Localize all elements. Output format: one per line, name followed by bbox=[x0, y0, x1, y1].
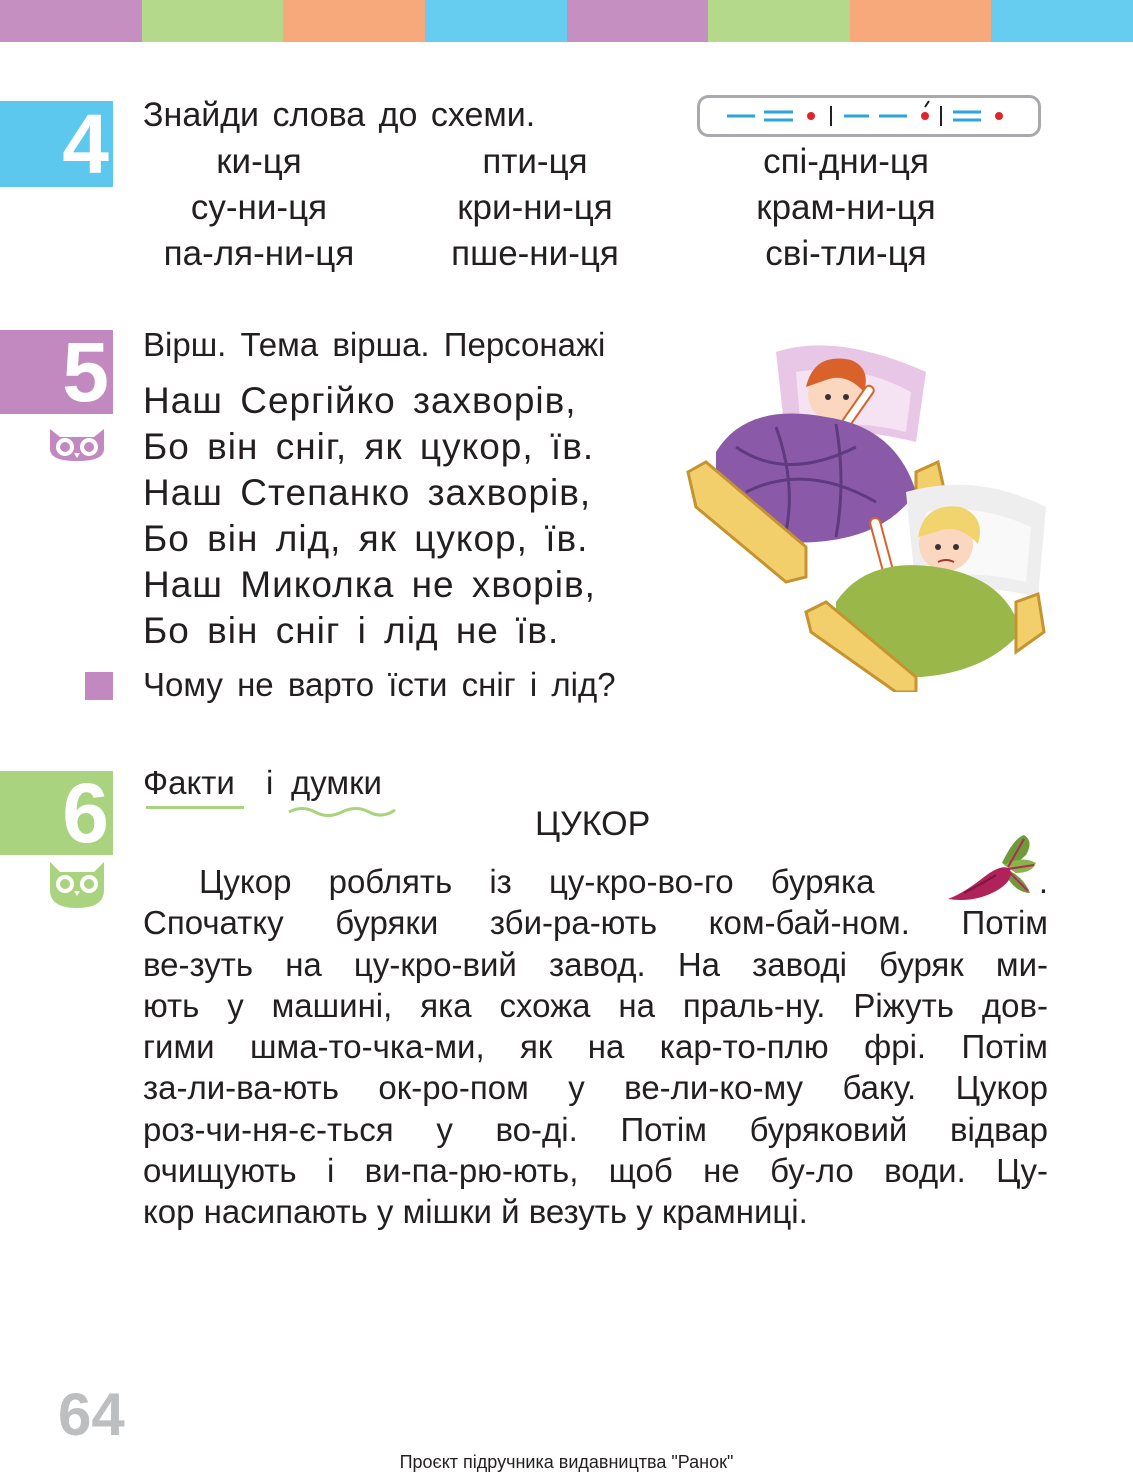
poem-line: Бо він сніг, як цукор, їв. bbox=[143, 426, 595, 467]
color-segment bbox=[850, 0, 992, 42]
word-cell: па-ля-ни-ця bbox=[163, 234, 355, 273]
and-word: і bbox=[266, 764, 274, 801]
task-5-number: 5 bbox=[0, 330, 113, 414]
top-color-bar bbox=[0, 0, 1133, 42]
text-line: за-ли-ва-ють ок-ро-пом у ве-ли-ко-му баку. Цукор bbox=[143, 1069, 1048, 1107]
opinions-heading: думки bbox=[291, 764, 382, 801]
poem-line: Бо він лід, як цукор, їв. bbox=[143, 518, 589, 559]
word-cell: спі-дни-ця bbox=[763, 142, 929, 181]
text-line: кор насипають у мішки й везуть у крамниці. bbox=[143, 1193, 808, 1231]
word-cell: кри-ни-ця bbox=[457, 188, 613, 227]
text-line: роз-чи-ня-є-ться у во-ді. Потім буряковий відвар bbox=[143, 1110, 1048, 1148]
poem-line: Бо він сніг і лід не їв. bbox=[143, 610, 560, 651]
color-segment bbox=[567, 0, 709, 42]
word-cell: сві-тли-ця bbox=[765, 234, 927, 273]
color-segment bbox=[991, 0, 1133, 42]
facts-underline bbox=[146, 806, 244, 809]
syllable-scheme-icon bbox=[697, 95, 1041, 137]
question-bullet bbox=[85, 672, 113, 700]
color-segment bbox=[283, 0, 425, 42]
task-5-question: Чому не варто їсти сніг і лід? bbox=[143, 666, 616, 703]
color-segment bbox=[0, 0, 142, 42]
text-line: ве-зуть на цу-кро-вий завод. На заводі буряк ми- bbox=[143, 945, 1048, 983]
text-line-part: . bbox=[1038, 863, 1048, 900]
opinions-wavy-underline bbox=[287, 804, 397, 818]
sick-children-in-beds-illustration bbox=[686, 332, 1048, 692]
facts-heading: Факти bbox=[143, 764, 235, 801]
word-cell: ки-ця bbox=[216, 142, 302, 181]
color-segment bbox=[425, 0, 567, 42]
word-cell: пше-ни-ця bbox=[451, 234, 619, 273]
task-5-heading: Вірш. Тема вірша. Персонажі bbox=[143, 326, 606, 363]
footer-note: Проєкт підручника видавництва "Ранок" bbox=[399, 1452, 734, 1472]
task-4-heading: Знайди слова до схеми. bbox=[143, 96, 536, 134]
text-line: Спочатку буряки зби-ра-ють ком-бай-ном. Потім bbox=[143, 904, 1048, 942]
text-line: гими шма-то-чка-ми, як на кар-то-плю фрі. Потім bbox=[143, 1028, 1048, 1066]
color-segment bbox=[142, 0, 284, 42]
owl-icon bbox=[44, 860, 110, 915]
text-title: ЦУКОР bbox=[535, 805, 651, 843]
color-segment bbox=[708, 0, 850, 42]
poem-line: Наш Миколка не хворів, bbox=[143, 564, 596, 605]
sugar-beet-icon bbox=[944, 833, 1038, 905]
poem-line: Наш Сергійко захворів, bbox=[143, 380, 577, 421]
owl-icon bbox=[44, 425, 110, 468]
word-cell: крам-ни-ця bbox=[756, 188, 936, 227]
page-number: 64 bbox=[58, 1381, 125, 1448]
word-cell: су-ни-ця bbox=[190, 188, 328, 227]
task-4-number: 4 bbox=[0, 101, 113, 187]
text-line bbox=[143, 861, 1048, 902]
text-line-part: Цукор роблять із цу-кро-во-го буряка bbox=[199, 863, 875, 900]
text-line: очищують і ви-па-рю-ють, щоб не бу-ло води. Цу- bbox=[143, 1152, 1048, 1190]
task-6-number: 6 bbox=[0, 771, 113, 855]
sugar-text bbox=[143, 861, 1048, 1233]
word-cell: пти-ця bbox=[482, 142, 588, 181]
poem-line: Наш Степанко захворів, bbox=[143, 472, 592, 513]
text-line: ють у машині, яка схожа на праль-ну. Ріжуть дов- bbox=[143, 986, 1048, 1024]
